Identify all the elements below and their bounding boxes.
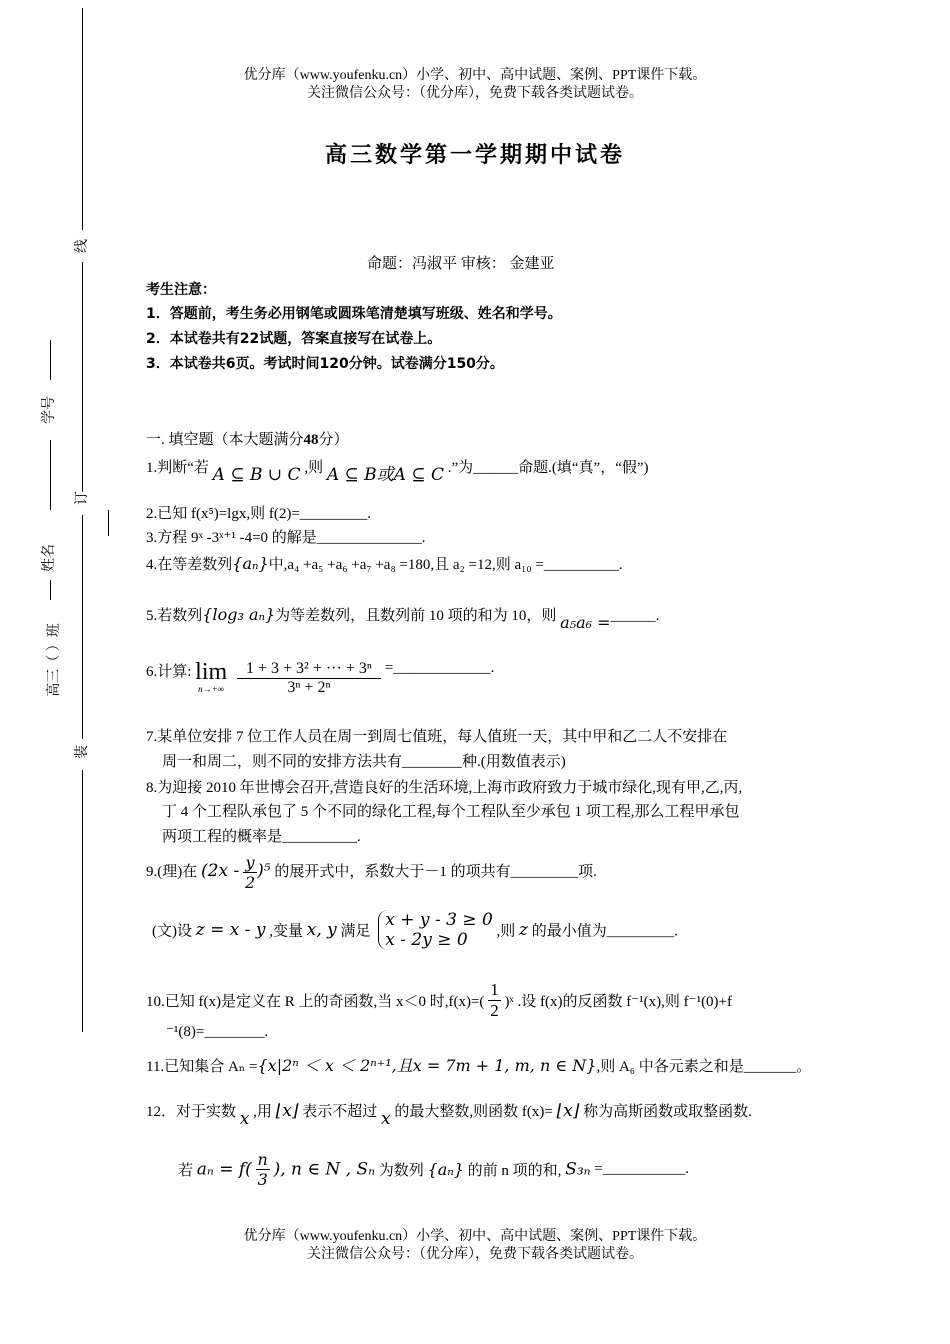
notice-item-3: 3．本试卷共6页。考试时间120分钟。试卷满分150分。 <box>146 356 504 372</box>
question-8-line-3: 两项工程的概率是__________. <box>162 829 361 845</box>
question-9-wen: (文)设 z = x - y ,变量 x, y 满足 x + y - 3 ≥ 0 x - 2y ≥ 0 ,则 z 的最小值为_________. <box>152 910 679 950</box>
binding-line-top <box>82 8 83 230</box>
section-heading: 一. 填空题（本大题满分48分） <box>146 432 349 448</box>
question-8-line-2: 丁 4 个工程队承包了 5 个不同的绿化工程,每个工程队至少承包 1 项工程,那么工程甲承包 <box>162 804 740 820</box>
header-line-2: 关注微信公众号：（优分库），免费下载各类试题试卷。 <box>307 86 643 101</box>
margin-zhuang: 装 <box>75 745 90 759</box>
margin-xuehao: 学号 <box>42 396 57 424</box>
footer-line-1: 优分库（www.youfenku.cn）小学、初中、高中试题、案例、PPT课件下载。 <box>243 1229 707 1244</box>
notice-heading: 考生注意： <box>146 282 216 298</box>
question-12-line-2: 若 aₙ = f( $\frac{n}{3}$ ), n ∈ N , Sₙ 为数列 {aₙ} 的前 n 项的和, S₃ₙ =___________. <box>178 1150 689 1189</box>
question-11: 11.已知集合 Aₙ ={x|2ⁿ ＜ x ＜ 2ⁿ⁺¹,且x = 7m + 1, m, n ∈ N},则 A₆ 中各元素之和是_______。 <box>146 1056 812 1075</box>
question-4: 4.在等差数列{aₙ}中,a₄ +a₅ +a₆ +a₇ +a₈ =180,且 a₂ =12,则 a₁₀ =__________. <box>146 554 623 573</box>
binding-line-mid1 <box>82 262 83 492</box>
notice-item-2: 2．本试卷共有22试题，答案直接写在试卷上。 <box>146 331 442 347</box>
margin-ding: 订 <box>75 491 90 505</box>
question-10-line-2: ⁻¹(8)=________. <box>166 1024 269 1040</box>
question-9: 9.(理)在 (2x - $\frac{y}{2}$ )⁵ 的展开式中，系数大于－1 的项共有_________项. <box>146 853 597 892</box>
xuehao-blank-2 <box>50 440 51 510</box>
question-7-line-1: 7.某单位安排 7 位工作人员在周一到周七值班，每人值班一天，其中甲和乙二人不安排在 <box>146 729 728 745</box>
margin-xingming: 姓名 <box>42 544 57 572</box>
question-3: 3.方程 9ˣ -3ˣ⁺¹ -4=0 的解是______________. <box>146 530 426 546</box>
question-1: 1.判断“若 A ⊆ B ∪ C ,则 A ⊆ B或A ⊆ C .”为______命题.(填“真”，“假”) <box>146 460 649 485</box>
question-5: 5.若数列{log₃ aₙ}为等差数列，且数列前 10 项的和为 10，则 a₅a₆ =______. <box>146 605 660 632</box>
question-8-line-1: 8.为迎接 2010 年世博会召开,营造良好的生活环境,上海市政府致力于城市绿化,现有甲,乙,丙, <box>146 780 743 796</box>
notice-item-1: 1．答题前，考生务必用钢笔或圆珠笔清楚填写班级、姓名和学号。 <box>146 306 562 322</box>
binding-tick <box>108 510 109 536</box>
question-7-line-2: 周一和周二，则不同的安排方法共有________种.(用数值表示) <box>162 754 566 770</box>
authors: 命题：冯淑平 审核： 金建亚 <box>367 256 555 272</box>
margin-ban: 高三（ ）班 <box>46 623 62 697</box>
question-12-line-1: 12．对于实数 x ,用 ⌊x⌋ 表示不超过 x 的最大整数,则函数 f(x)= ⌊x⌋ 称为高斯函数或取整函数. <box>146 1101 752 1129</box>
header-line-1: 优分库（www.youfenku.cn）小学、初中、高中试题、案例、PPT课件下载。 <box>243 68 707 83</box>
binding-line-bottom <box>82 770 83 1032</box>
question-2: 2.已知 f(x⁵)=lgx,则 f(2)=_________. <box>146 506 372 522</box>
page-title: 高三数学第一学期期中试卷 <box>324 143 625 168</box>
question-6: 6.计算: lim n→+∞ $\frac{\text{1 + 3 + 3² + ··· + 3ⁿ}}{\text{3ⁿ + 2ⁿ}}$ =_____________. <box>146 659 495 696</box>
xingming-blank <box>50 580 51 600</box>
binding-line-mid2 <box>82 515 83 739</box>
margin-xian: 线 <box>75 239 90 253</box>
xuehao-blank-1 <box>50 340 51 380</box>
footer-line-2: 关注微信公众号：（优分库），免费下载各类试题试卷。 <box>307 1247 643 1262</box>
question-10: 10.已知 f(x)是定义在 R 上的奇函数,当 x＜0 时,f(x)=( $\frac{1}{2}$ )ˣ .设 f(x)的反函数 f⁻¹(x),则 f⁻¹(0)+f <box>146 980 733 1020</box>
